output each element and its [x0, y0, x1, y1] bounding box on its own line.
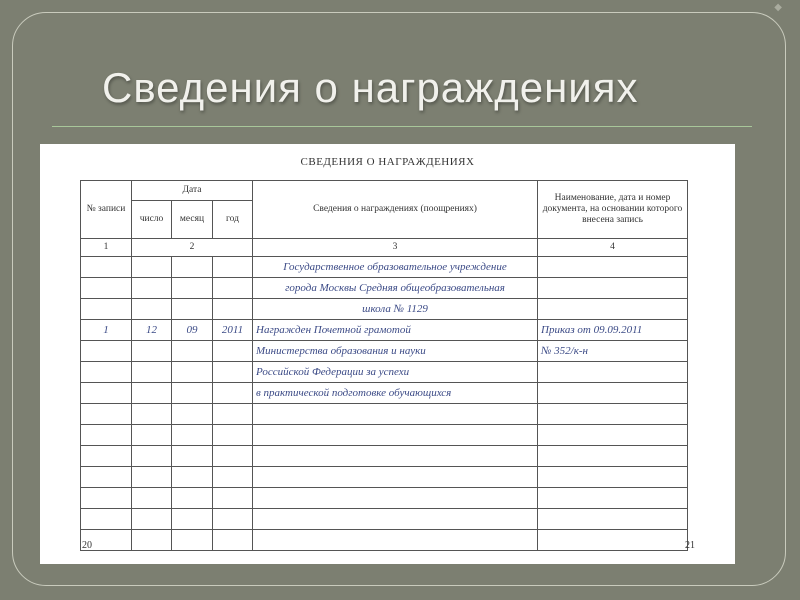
cell-year — [213, 425, 253, 446]
cell-entry-no — [81, 362, 132, 383]
table-row — [81, 425, 688, 446]
cell-year — [213, 341, 253, 362]
cell-day — [132, 404, 172, 425]
cell-day — [132, 530, 172, 551]
cell-award-text: школа № 1129 — [253, 299, 538, 320]
cell-entry-no — [81, 488, 132, 509]
cell-day: 12 — [132, 320, 172, 341]
cell-entry-no — [81, 383, 132, 404]
cell-month — [172, 362, 213, 383]
table-row — [81, 488, 688, 509]
cell-document — [538, 383, 688, 404]
title-divider — [52, 126, 752, 127]
cell-year — [213, 257, 253, 278]
cell-document — [538, 257, 688, 278]
table-row — [81, 383, 688, 404]
cell-day — [132, 257, 172, 278]
cell-year — [213, 530, 253, 551]
cell-day — [132, 299, 172, 320]
cell-award-text — [253, 404, 538, 425]
cell-document — [538, 362, 688, 383]
table-row — [81, 509, 688, 530]
cell-day — [132, 383, 172, 404]
cell-document — [538, 278, 688, 299]
page-number-left: 20 — [82, 540, 92, 551]
cell-award-text: Государственное образовательное учреждение — [253, 257, 538, 278]
header-document: Наименование, дата и номер документа, на основании которого внесена запись — [538, 181, 688, 239]
cell-year — [213, 446, 253, 467]
cell-month — [172, 467, 213, 488]
column-number-4: 4 — [538, 239, 688, 257]
header-date: Дата — [132, 181, 253, 201]
slide-title: Сведения о награждениях — [102, 64, 639, 111]
cell-document — [538, 425, 688, 446]
cell-year — [213, 299, 253, 320]
awards-table-body — [81, 257, 688, 551]
cell-year: 2011 — [213, 320, 253, 341]
header-month: месяц — [172, 201, 213, 239]
cell-entry-no — [81, 467, 132, 488]
cell-month — [172, 509, 213, 530]
cell-document — [538, 530, 688, 551]
cell-entry-no — [81, 404, 132, 425]
table-row — [81, 299, 688, 320]
cell-entry-no — [81, 299, 132, 320]
cell-year — [213, 509, 253, 530]
cell-year — [213, 404, 253, 425]
table-row — [81, 467, 688, 488]
cell-day — [132, 362, 172, 383]
cell-year — [213, 278, 253, 299]
cell-year — [213, 488, 253, 509]
column-number-1: 1 — [81, 239, 132, 257]
cell-document: Приказ от 09.09.2011 — [538, 320, 688, 341]
header-day: число — [132, 201, 172, 239]
cell-document — [538, 488, 688, 509]
cell-year — [213, 467, 253, 488]
cell-award-text — [253, 446, 538, 467]
cell-month: 09 — [172, 320, 213, 341]
table-row — [81, 257, 688, 278]
cell-document — [538, 404, 688, 425]
table-row — [81, 404, 688, 425]
cell-day — [132, 278, 172, 299]
cell-document — [538, 446, 688, 467]
cell-award-text: в практической подготовке обучающихся — [253, 383, 538, 404]
table-row — [81, 320, 688, 341]
cell-award-text: Министерства образования и науки — [253, 341, 538, 362]
cell-award-text — [253, 425, 538, 446]
cell-month — [172, 341, 213, 362]
cell-month — [172, 530, 213, 551]
cell-entry-no — [81, 425, 132, 446]
cell-day — [132, 341, 172, 362]
cell-entry-no — [81, 341, 132, 362]
table-row — [81, 341, 688, 362]
column-number-2: 2 — [132, 239, 253, 257]
cell-day — [132, 446, 172, 467]
table-row — [81, 362, 688, 383]
cell-month — [172, 446, 213, 467]
cell-award-text: города Москвы Средняя общеобразовательная — [253, 278, 538, 299]
header-year: год — [213, 201, 253, 239]
cell-month — [172, 257, 213, 278]
header-awards: Сведения о награждениях (поощрениях) — [253, 181, 538, 239]
cell-document: № 352/к-н — [538, 341, 688, 362]
corner-ornament-icon: ◆ — [774, 2, 782, 13]
cell-entry-no — [81, 446, 132, 467]
column-number-3: 3 — [253, 239, 538, 257]
cell-award-text — [253, 530, 538, 551]
cell-day — [132, 509, 172, 530]
table-row — [81, 278, 688, 299]
cell-month — [172, 404, 213, 425]
cell-entry-no — [81, 509, 132, 530]
cell-entry-no: 1 — [81, 320, 132, 341]
table-row — [81, 530, 688, 551]
cell-document — [538, 467, 688, 488]
table-row — [81, 446, 688, 467]
document-scan — [40, 144, 735, 564]
cell-award-text: Российской Федерации за успехи — [253, 362, 538, 383]
cell-month — [172, 383, 213, 404]
cell-entry-no — [81, 257, 132, 278]
cell-day — [132, 488, 172, 509]
awards-table — [80, 180, 688, 551]
header-entry-no: № записи — [81, 181, 132, 239]
cell-day — [132, 467, 172, 488]
cell-month — [172, 425, 213, 446]
document-heading: СВЕДЕНИЯ О НАГРАЖДЕНИЯХ — [300, 156, 475, 168]
cell-year — [213, 362, 253, 383]
cell-month — [172, 278, 213, 299]
cell-document — [538, 509, 688, 530]
cell-month — [172, 299, 213, 320]
cell-award-text: Награжден Почетной грамотой — [253, 320, 538, 341]
cell-award-text — [253, 467, 538, 488]
cell-document — [538, 299, 688, 320]
cell-entry-no — [81, 278, 132, 299]
cell-month — [172, 488, 213, 509]
cell-year — [213, 383, 253, 404]
page-number-right: 21 — [685, 540, 695, 551]
cell-award-text — [253, 509, 538, 530]
cell-day — [132, 425, 172, 446]
cell-award-text — [253, 488, 538, 509]
